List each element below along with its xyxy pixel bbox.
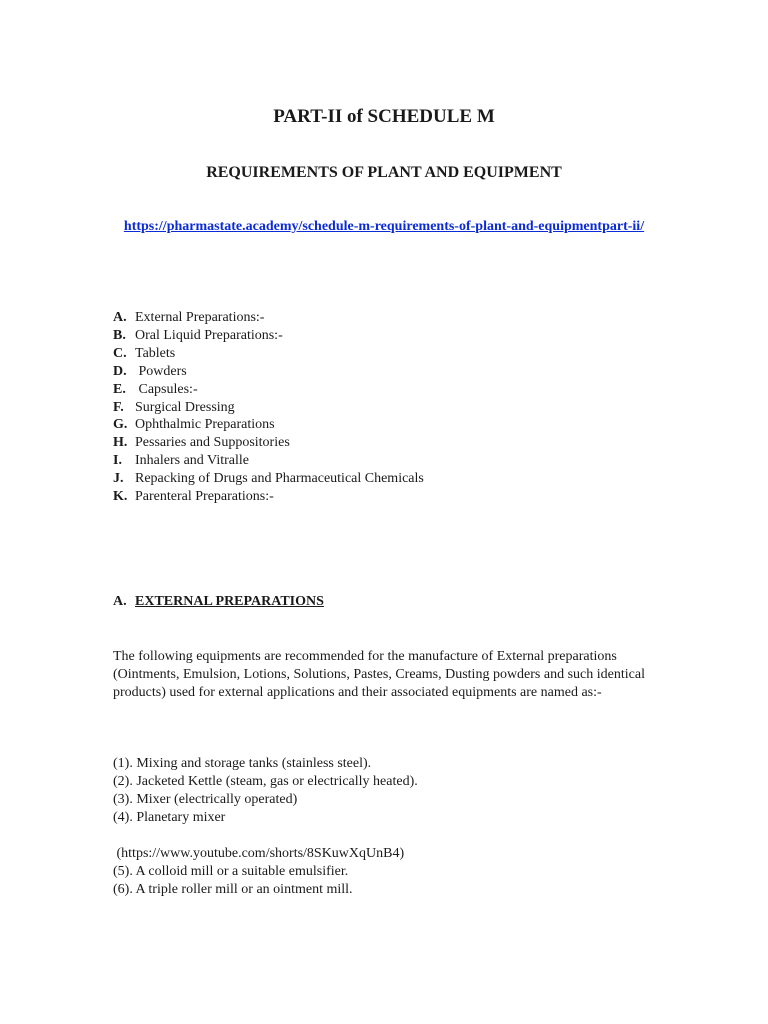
section-letter: A. xyxy=(113,594,127,609)
equipment-item: (5). A colloid mill or a suitable emulsifier. xyxy=(113,864,349,879)
toc-item-label: Powders xyxy=(135,363,187,379)
toc-item-label: Pessaries and Suppositories xyxy=(135,435,290,451)
toc-item-letter: I. xyxy=(113,453,122,469)
toc-item xyxy=(113,381,424,399)
toc-item-letter: K. xyxy=(113,489,128,505)
toc-item-letter: C. xyxy=(113,345,127,361)
equipment-item: (2). Jacketed Kettle (steam, gas or electrically heated). xyxy=(113,774,418,789)
equipment-item: (4). Planetary mixer xyxy=(113,810,226,825)
toc-item-label: Tablets xyxy=(135,345,176,361)
toc-item xyxy=(113,327,424,345)
equipment-list xyxy=(113,755,418,827)
toc-item-letter: G. xyxy=(113,417,128,433)
toc-item-label: Parenteral Preparations:- xyxy=(135,489,274,505)
document-title: PART-II of SCHEDULE M xyxy=(273,106,495,127)
toc-item xyxy=(113,488,424,506)
equipment-video-link: (https://www.youtube.com/shorts/8SKuwXqUnB4) xyxy=(113,846,405,861)
toc-item-label: Surgical Dressing xyxy=(135,399,235,415)
equipment-list-continued xyxy=(113,845,404,899)
equipment-item: (6). A triple roller mill or an ointment mill. xyxy=(113,882,353,897)
equipment-item: (1). Mixing and storage tanks (stainless steel). xyxy=(113,756,372,771)
toc-item-label: External Preparations:- xyxy=(135,310,265,325)
toc-item xyxy=(113,309,424,327)
toc-item xyxy=(113,416,424,434)
toc-item-letter: A. xyxy=(113,310,127,325)
equipment-item: (3). Mixer (electrically operated) xyxy=(113,792,298,807)
toc-item-letter: B. xyxy=(113,327,126,343)
toc-item-label: Ophthalmic Preparations xyxy=(135,417,275,433)
toc-item-label: Repacking of Drugs and Pharmaceutical Chemicals xyxy=(135,471,424,487)
toc-item-label: Capsules:- xyxy=(135,381,198,397)
source-link[interactable]: https://pharmastate.academy/schedule-m-requirements-of-plant-and-equipmentpart-ii/ xyxy=(123,219,645,234)
toc-item-label: Oral Liquid Preparations:- xyxy=(135,327,283,343)
toc-item xyxy=(113,470,424,488)
section-intro-paragraph: The following equipments are recommended for the manufacture of External preparations (Ointments, Emulsion, Lotions, Solutions, Pastes, Creams, Dusting powders and such identical products) used for external applications and their associated equipments are named as:- xyxy=(113,649,645,700)
section-heading-text: EXTERNAL PREPARATIONS xyxy=(135,594,324,609)
toc-item xyxy=(113,345,424,363)
toc-item-letter: H. xyxy=(113,435,128,451)
toc-item-label: Inhalers and Vitralle xyxy=(135,453,249,469)
toc-item-letter: D. xyxy=(113,363,127,379)
toc-item xyxy=(113,399,424,417)
toc-item-letter: J. xyxy=(113,471,124,487)
section-heading-external-preparations xyxy=(113,594,324,610)
toc-item-letter: F. xyxy=(113,399,124,415)
table-of-contents xyxy=(113,309,424,506)
toc-item xyxy=(113,363,424,381)
toc-item xyxy=(113,452,424,470)
document-subtitle: REQUIREMENTS OF PLANT AND EQUIPMENT xyxy=(206,164,562,181)
toc-item-letter: E. xyxy=(113,381,126,397)
toc-item xyxy=(113,434,424,452)
